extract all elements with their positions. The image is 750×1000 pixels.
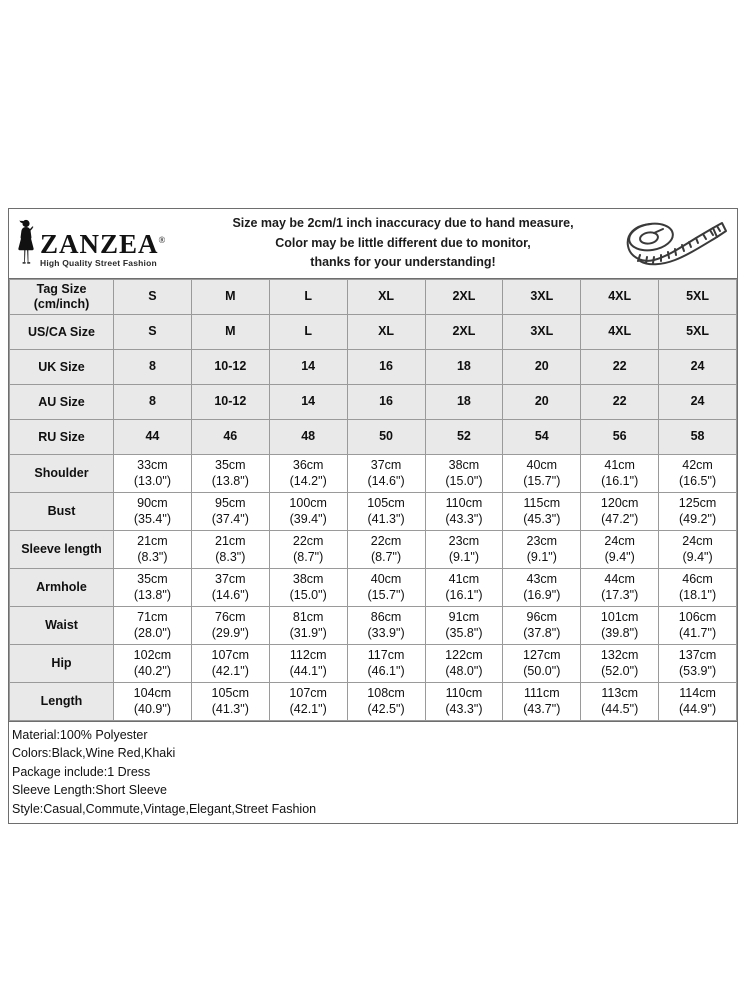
table-row xyxy=(10,493,737,531)
measurement-cm: 38cm xyxy=(292,571,324,586)
measurement-cm: 115cm xyxy=(523,495,561,510)
measurement-cm: 38cm xyxy=(448,457,480,472)
measurement-cm: 120cm xyxy=(600,495,639,510)
measurement-cell xyxy=(425,493,503,531)
size-cell: 3XL xyxy=(503,315,581,350)
measurement-cm: 110cm xyxy=(445,685,483,700)
size-cell: L xyxy=(269,280,347,315)
measurement-cell xyxy=(269,531,347,569)
measurement-cell xyxy=(503,493,581,531)
measurement-cell xyxy=(581,683,659,721)
row-label-armhole: Armhole xyxy=(10,569,114,607)
measurement-cm: 41cm xyxy=(448,571,480,586)
measurement-cell xyxy=(347,683,425,721)
product-details xyxy=(9,721,737,823)
table-row xyxy=(10,350,737,385)
measurement-cm: 105cm xyxy=(211,685,250,700)
measurement-cell xyxy=(581,569,659,607)
measurement-cm: 125cm xyxy=(678,495,717,510)
measurement-cell xyxy=(581,531,659,569)
measurement-cm: 21cm xyxy=(215,533,246,548)
measurement-inch: (16.1") xyxy=(601,473,639,488)
measurement-inch: (9.4") xyxy=(604,549,635,564)
measurement-cm: 43cm xyxy=(526,571,558,586)
size-cell: XL xyxy=(347,280,425,315)
brand-name xyxy=(40,231,165,258)
measurement-cm: 23cm xyxy=(448,533,480,548)
size-cell: 10-12 xyxy=(191,385,269,420)
size-cell: 14 xyxy=(269,350,347,385)
measurement-cell xyxy=(347,607,425,645)
brand-name-text: ZANZEA xyxy=(40,229,159,259)
measurement-inch: (15.7") xyxy=(523,473,561,488)
size-cell: S xyxy=(114,280,192,315)
measurement-cell xyxy=(269,569,347,607)
measurement-inch: (35.8") xyxy=(445,625,483,640)
measurement-cm: 137cm xyxy=(678,647,717,662)
size-cell: 16 xyxy=(347,385,425,420)
row-label-subtext: (cm/inch) xyxy=(33,297,90,311)
measurement-inch: (37.8") xyxy=(523,625,561,640)
measurement-cell xyxy=(581,607,659,645)
table-row xyxy=(10,531,737,569)
measurement-inch: (18.1") xyxy=(679,587,717,602)
detail-line: Package include:1 Dress xyxy=(12,764,151,779)
measurement-cm: 106cm xyxy=(678,609,717,624)
size-cell: 52 xyxy=(425,420,503,455)
measurement-inch: (40.2") xyxy=(133,663,171,678)
measurement-inch: (16.5") xyxy=(679,473,717,488)
measurement-inch: (9.4") xyxy=(682,549,713,564)
measurement-cell xyxy=(114,569,192,607)
row-label-text: RU Size xyxy=(38,429,85,444)
measurement-inch: (16.9") xyxy=(523,587,561,602)
brand-tagline: High Quality Street Fashion xyxy=(40,258,157,268)
table-row xyxy=(10,569,737,607)
measurement-inch: (17.3") xyxy=(601,587,639,602)
measurement-inch: (52.0") xyxy=(601,663,639,678)
measurement-inch: (29.9") xyxy=(211,625,249,640)
measurement-cell xyxy=(114,531,192,569)
measurement-cm: 42cm xyxy=(682,457,713,472)
measurement-cell xyxy=(659,683,737,721)
measurement-cm: 107cm xyxy=(289,685,327,700)
size-cell: 18 xyxy=(425,350,503,385)
measurement-cm: 112cm xyxy=(289,647,327,662)
measurement-inch: (13.8") xyxy=(133,587,171,602)
woman-silhouette-icon xyxy=(15,218,39,270)
measurement-cm: 108cm xyxy=(367,685,405,700)
measurement-inch: (42.1") xyxy=(289,701,327,716)
size-cell: 14 xyxy=(269,385,347,420)
measurement-cell xyxy=(269,645,347,683)
measurement-inch: (43.3") xyxy=(445,511,483,526)
table-row xyxy=(10,280,737,315)
size-cell: M xyxy=(191,315,269,350)
size-cell: 5XL xyxy=(659,315,737,350)
size-cell: 10-12 xyxy=(191,350,269,385)
measurement-cell xyxy=(114,493,192,531)
size-cell: 24 xyxy=(659,350,737,385)
measurement-cell xyxy=(503,531,581,569)
measurement-cell xyxy=(269,493,347,531)
row-label-text: UK Size xyxy=(38,359,85,374)
measurement-inch: (42.5") xyxy=(367,701,405,716)
measurement-cm: 41cm xyxy=(604,457,635,472)
detail-line: Colors:Black,Wine Red,Khaki xyxy=(12,746,176,761)
measurement-cell xyxy=(503,645,581,683)
row-label-length: Length xyxy=(10,683,114,721)
measurement-cell xyxy=(347,455,425,493)
row-label-hip: Hip xyxy=(10,645,114,683)
measurement-cm: 114cm xyxy=(679,685,716,700)
measurement-cell xyxy=(114,645,192,683)
measurement-inch: (8.3") xyxy=(215,549,246,564)
measurement-cm: 35cm xyxy=(137,571,168,586)
measurement-inch: (13.8") xyxy=(211,473,249,488)
measurement-cell xyxy=(191,683,269,721)
measurement-cm: 104cm xyxy=(133,685,172,700)
measurement-cell xyxy=(659,493,737,531)
measurement-inch: (39.8") xyxy=(601,625,639,640)
row-label-text: US/CA Size xyxy=(28,324,95,339)
measurement-cell xyxy=(269,607,347,645)
notice-line-2: Color may be little different due to monitor, xyxy=(275,235,531,250)
measurement-inch: (44.5") xyxy=(601,701,639,716)
measurement-cm: 24cm xyxy=(604,533,635,548)
measurement-inch: (46.1") xyxy=(367,663,405,678)
measurement-cm: 37cm xyxy=(370,457,402,472)
measurements-table xyxy=(9,279,737,721)
detail-line: Material:100% Polyester xyxy=(12,728,148,742)
size-cell: 56 xyxy=(581,420,659,455)
measurement-cm: 37cm xyxy=(215,571,246,586)
measurement-cm: 40cm xyxy=(526,457,558,472)
size-cell: 2XL xyxy=(425,315,503,350)
measurement-cell xyxy=(425,607,503,645)
measurement-cell xyxy=(503,569,581,607)
measurement-cell xyxy=(425,569,503,607)
measurement-cell xyxy=(191,493,269,531)
measurement-inch: (14.6") xyxy=(211,587,249,602)
measurement-notice xyxy=(191,214,611,272)
size-cell: 20 xyxy=(503,385,581,420)
table-row xyxy=(10,683,737,721)
measurement-cell xyxy=(191,455,269,493)
row-label-sleeve-length: Sleeve length xyxy=(10,531,114,569)
measurement-cm: 90cm xyxy=(137,495,168,510)
measurement-cm: 113cm xyxy=(601,685,638,700)
table-row xyxy=(10,420,737,455)
row-label-text: AU Size xyxy=(38,394,85,409)
row-label-text: Tag Size xyxy=(36,282,87,296)
measurement-cm: 86cm xyxy=(370,609,402,624)
size-cell: 20 xyxy=(503,350,581,385)
measurement-cell xyxy=(269,455,347,493)
measurement-cm: 102cm xyxy=(133,647,172,662)
size-cell: S xyxy=(114,315,192,350)
brand-lockup xyxy=(40,231,165,268)
size-cell: XL xyxy=(347,315,425,350)
measurement-inch: (39.4") xyxy=(289,511,327,526)
measurement-cell xyxy=(191,607,269,645)
size-cell: 54 xyxy=(503,420,581,455)
measurement-inch: (15.0") xyxy=(445,473,483,488)
size-cell: 5XL xyxy=(659,280,737,315)
measurement-cm: 96cm xyxy=(526,609,558,624)
size-cell: 50 xyxy=(347,420,425,455)
detail-line: Sleeve Length:Short Sleeve xyxy=(12,783,167,798)
measurement-inch: (8.3") xyxy=(137,549,168,564)
notice-line-1: Size may be 2cm/1 inch inaccuracy due to hand measure, xyxy=(232,216,574,231)
measurement-cm: 122cm xyxy=(445,647,483,662)
row-label-uk-size xyxy=(10,350,114,385)
size-cell: 8 xyxy=(114,385,192,420)
measurement-inch: (47.2") xyxy=(601,511,639,526)
measurement-cell xyxy=(114,683,192,721)
size-cell: 24 xyxy=(659,385,737,420)
size-cell: 58 xyxy=(659,420,737,455)
row-label-tag-size xyxy=(10,280,114,315)
measurement-cm: 132cm xyxy=(600,647,639,662)
measurement-inch: (43.3") xyxy=(445,701,483,716)
measurement-cm: 110cm xyxy=(445,495,483,510)
measurement-inch: (9.1") xyxy=(448,549,479,564)
row-label-bust: Bust xyxy=(10,493,114,531)
measurement-cell xyxy=(347,493,425,531)
measurement-cm: 44cm xyxy=(604,571,635,586)
measurement-cm: 111cm xyxy=(523,685,560,700)
measurement-cell xyxy=(503,683,581,721)
measuring-tape-icon xyxy=(611,215,737,273)
measurement-cell xyxy=(269,683,347,721)
measurement-cm: 21cm xyxy=(137,533,168,548)
table-row xyxy=(10,315,737,350)
size-cell: 48 xyxy=(269,420,347,455)
row-label-au-size xyxy=(10,385,114,420)
measurement-cell xyxy=(659,569,737,607)
measurement-cell xyxy=(425,683,503,721)
table-row xyxy=(10,607,737,645)
measurement-cm: 22cm xyxy=(370,533,402,548)
measurement-cell xyxy=(659,455,737,493)
measurement-cm: 91cm xyxy=(448,609,480,624)
measurement-cell xyxy=(581,645,659,683)
size-cell: 3XL xyxy=(503,280,581,315)
measurement-inch: (44.1") xyxy=(289,663,327,678)
measurement-inch: (28.0") xyxy=(133,625,171,640)
size-cell: 2XL xyxy=(425,280,503,315)
size-cell: 22 xyxy=(581,350,659,385)
size-cell: 44 xyxy=(114,420,192,455)
measurement-cell xyxy=(659,645,737,683)
measurement-inch: (8.7") xyxy=(370,549,402,564)
measurement-cell xyxy=(347,645,425,683)
size-cell: 18 xyxy=(425,385,503,420)
row-label-us-ca-size xyxy=(10,315,114,350)
measurement-cell xyxy=(425,531,503,569)
measurement-cell xyxy=(659,607,737,645)
measurement-cell xyxy=(191,531,269,569)
measurement-cm: 71cm xyxy=(137,609,168,624)
brand-logo xyxy=(9,218,191,270)
measurement-inch: (41.3") xyxy=(367,511,405,526)
measurement-cm: 100cm xyxy=(289,495,327,510)
notice-line-3: thanks for your understanding! xyxy=(310,255,496,270)
measurement-cell xyxy=(503,455,581,493)
measurement-inch: (8.7") xyxy=(293,549,324,564)
measurement-inch: (48.0") xyxy=(445,663,483,678)
measurement-cm: 101cm xyxy=(600,609,639,624)
row-label-shoulder: Shoulder xyxy=(10,455,114,493)
measurement-cell xyxy=(191,645,269,683)
registered-mark: ® xyxy=(158,235,166,245)
measurement-inch: (16.1") xyxy=(445,587,483,602)
measurement-cm: 23cm xyxy=(526,533,558,548)
measurement-cell xyxy=(581,455,659,493)
measurement-cm: 24cm xyxy=(682,533,713,548)
measurement-inch: (49.2") xyxy=(679,511,717,526)
size-chart xyxy=(8,208,738,824)
measurement-cm: 107cm xyxy=(211,647,250,662)
measurement-inch: (14.2") xyxy=(289,473,327,488)
measurement-inch: (35.4") xyxy=(133,511,171,526)
measurement-cm: 33cm xyxy=(137,457,168,472)
table-row xyxy=(10,385,737,420)
measurement-inch: (45.3") xyxy=(523,511,561,526)
measurement-cell xyxy=(347,569,425,607)
measurement-inch: (41.7") xyxy=(679,625,717,640)
measurement-inch: (42.1") xyxy=(211,663,249,678)
size-cell: 4XL xyxy=(581,280,659,315)
measurement-cm: 76cm xyxy=(215,609,246,624)
measurement-inch: (14.6") xyxy=(367,473,405,488)
measurement-cm: 22cm xyxy=(292,533,324,548)
measurement-inch: (15.0") xyxy=(289,587,327,602)
measurement-cm: 46cm xyxy=(682,571,713,586)
size-cell: 8 xyxy=(114,350,192,385)
measurement-inch: (9.1") xyxy=(526,549,557,564)
measurement-cell xyxy=(659,531,737,569)
size-cell: 46 xyxy=(191,420,269,455)
measurement-cell xyxy=(347,531,425,569)
table-body xyxy=(10,280,737,721)
measurement-cell xyxy=(191,569,269,607)
measurement-inch: (37.4") xyxy=(211,511,249,526)
measurement-cell xyxy=(425,455,503,493)
size-cell: 22 xyxy=(581,385,659,420)
size-cell: 4XL xyxy=(581,315,659,350)
measurement-inch: (53.9") xyxy=(679,663,717,678)
measurement-cm: 127cm xyxy=(523,647,561,662)
table-row xyxy=(10,455,737,493)
measurement-cm: 95cm xyxy=(215,495,246,510)
measurement-inch: (33.9") xyxy=(367,625,405,640)
measurement-inch: (13.0") xyxy=(133,473,171,488)
row-label-ru-size xyxy=(10,420,114,455)
measurement-cm: 40cm xyxy=(370,571,402,586)
measurement-inch: (40.9") xyxy=(133,701,171,716)
measurement-inch: (15.7") xyxy=(367,587,405,602)
size-cell: M xyxy=(191,280,269,315)
measurement-cm: 81cm xyxy=(292,609,324,624)
measurement-inch: (31.9") xyxy=(289,625,327,640)
table-row xyxy=(10,645,737,683)
measurement-cm: 105cm xyxy=(367,495,405,510)
measurement-cm: 117cm xyxy=(367,647,405,662)
measurement-cell xyxy=(114,607,192,645)
measurement-cell xyxy=(503,607,581,645)
measurement-cell xyxy=(581,493,659,531)
size-cell: L xyxy=(269,315,347,350)
measurement-inch: (44.9") xyxy=(679,701,717,716)
size-cell: 16 xyxy=(347,350,425,385)
detail-line: Style:Casual,Commute,Vintage,Elegant,Street Fashion xyxy=(12,801,317,816)
measurement-cm: 35cm xyxy=(215,457,246,472)
measurement-cm: 36cm xyxy=(292,457,324,472)
measurement-inch: (50.0") xyxy=(523,663,561,678)
measurement-inch: (41.3") xyxy=(211,701,249,716)
measurement-cell xyxy=(114,455,192,493)
measurement-inch: (43.7") xyxy=(523,701,561,716)
row-label-waist: Waist xyxy=(10,607,114,645)
measurement-cell xyxy=(425,645,503,683)
chart-header xyxy=(9,209,737,279)
